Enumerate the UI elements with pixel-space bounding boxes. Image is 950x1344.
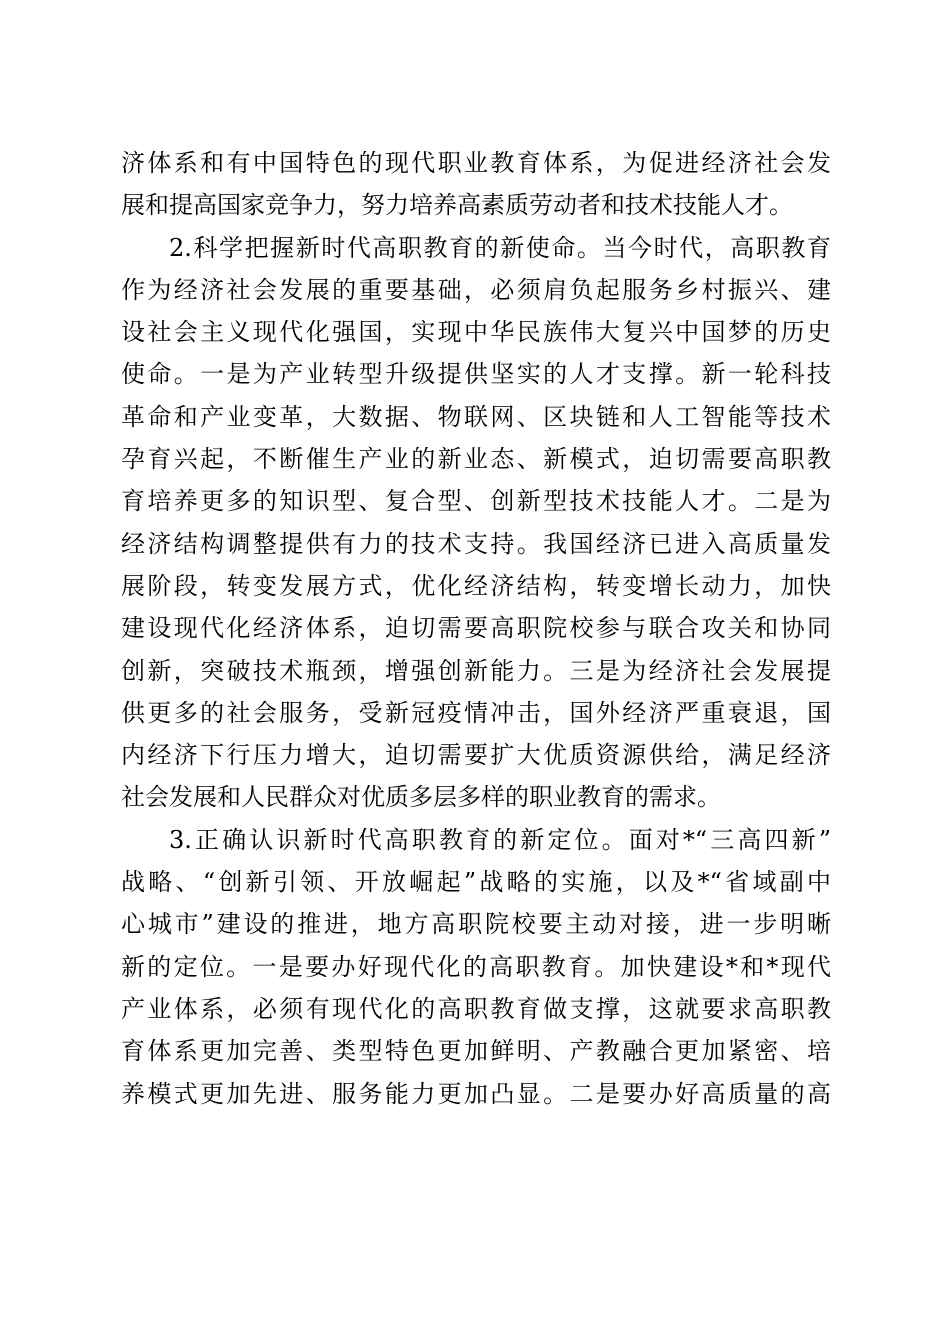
text-line: 使命。一是为产业转型升级提供坚实的人才支撑。新一轮科技	[121, 360, 831, 389]
text-line: 展阶段，转变发展方式，优化经济结构，转变增长动力，加快	[121, 571, 831, 600]
text-line: 经济结构调整提供有力的技术支持。我国经济已进入高质量发	[121, 529, 831, 558]
text-line: 2.科学把握新时代高职教育的新使命。当今时代，高职教育	[169, 233, 831, 262]
text-line: 养模式更加先进、服务能力更加凸显。二是要办好高质量的高	[121, 1079, 831, 1108]
text-line: 3.正确认识新时代高职教育的新定位。面对*“三高四新”	[169, 825, 831, 854]
text-line: 展和提高国家竞争力，努力培养高素质劳动者和技术技能人才。	[121, 191, 793, 220]
text-line: 革命和产业变革，大数据、物联网、区块链和人工智能等技术	[121, 402, 831, 431]
text-line: 建设现代化经济体系，迫切需要高职院校参与联合攻关和协同	[121, 614, 831, 643]
text-line: 产业体系，必须有现代化的高职教育做支撑，这就要求高职教	[121, 994, 831, 1023]
text-line: 育体系更加完善、类型特色更加鲜明、产教融合更加紧密、培	[121, 1037, 831, 1066]
text-line: 孕育兴起，不断催生产业的新业态、新模式，迫切需要高职教	[121, 445, 831, 474]
text-line: 设社会主义现代化强国，实现中华民族伟大复兴中国梦的历史	[121, 318, 831, 347]
text-line: 济体系和有中国特色的现代职业教育体系，为促进经济社会发	[121, 149, 831, 177]
text-line: 育培养更多的知识型、复合型、创新型技术技能人才。二是为	[121, 487, 831, 516]
text-line: 心城市”建设的推进，地方高职院校要主动对接，进一步明晰	[121, 910, 831, 939]
text-line: 新的定位。一是要办好现代化的高职教育。加快建设*和*现代	[121, 952, 831, 981]
body-text	[121, 142, 831, 1115]
text-line: 供更多的社会服务，受新冠疫情冲击，国外经济严重衰退，国	[121, 698, 831, 727]
text-line: 作为经济社会发展的重要基础，必须肩负起服务乡村振兴、建	[121, 275, 831, 304]
text-line: 社会发展和人民群众对优质多层多样的职业教育的需求。	[121, 783, 721, 812]
text-line: 战略、“创新引领、开放崛起”战略的实施，以及*“省域副中	[121, 868, 831, 897]
text-line: 内经济下行压力增大，迫切需要扩大优质资源供给，满足经济	[121, 741, 831, 770]
text-line: 创新，突破技术瓶颈，增强创新能力。三是为经济社会发展提	[121, 656, 831, 685]
